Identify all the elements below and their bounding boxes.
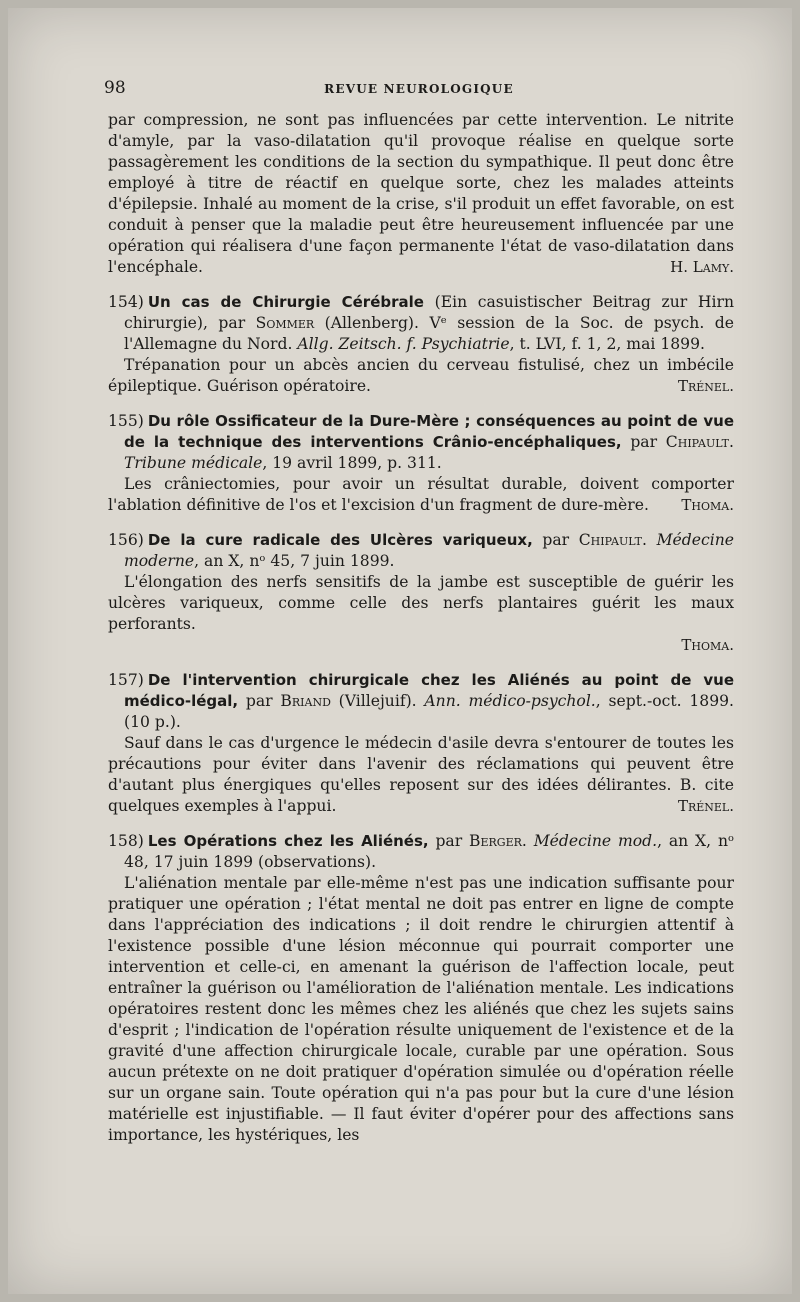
- entry-ref-text: , 19 avril 1899, p. 311.: [262, 454, 442, 472]
- document-page: [8, 8, 792, 1294]
- entry-signature: Trénel.: [677, 797, 734, 815]
- entry-ref-text: (Villejuif).: [330, 692, 425, 710]
- running-title: REVUE NEUROLOGIQUE: [324, 82, 514, 96]
- entry-ref-text: par: [238, 692, 281, 710]
- entry-158: [108, 831, 734, 1146]
- entry-title: Du rôle Ossificateur de la Dure-Mère ; conséquences au point de vue de la technique des interventions Crânio-encéphaliques,: [124, 412, 734, 451]
- entry-number: 156): [108, 531, 144, 549]
- entry-summary-text: Sauf dans le cas d'urgence le médecin d'asile devra s'entourer de toutes les précautions pour éviter dans l'avenir des réclamations qui peuvent être d'autant plus énergiques qu'elles reposent sur des idées délirantes. B. cite quelques exemples à l'appui.: [108, 734, 734, 815]
- entry-author: Chipault: [665, 433, 730, 451]
- entry-summary-text: L'aliénation mentale par elle-même n'est pas une indication suffisante pour pratiquer une opération ; l'état mental ne doit pas entrer en ligne de compte dans l'appréciation des indications ; il doit rendre le chirurgien attentif à l'existence possible d'une lésion méconnue qui pourrait comporter une intervention et celle-ci, en amenant la guérison de l'affection locale, peut entraîner la guérison ou l'amélioration de l'aliénation mentale. Les indications opératoires restent donc les mêmes chez les aliénés que chez les sujets sains d'esprit ; l'indication de l'opération résulte uniquement de l'existence et de la gravité d'une affection chirurgicale locale, curable par une opération. Sous aucun prétexte on ne doit pratiquer d'opération simulée ou d'opération réelle sur un organe sain. Toute opération qui n'a pas pour but la cure d'une lésion matérielle est injustifiable. — Il faut éviter d'opérer pour des affections sans importance, les hystériques, les: [108, 874, 734, 1144]
- entry-ref-text: , an X, nᵒ 48, 17 juin 1899 (observations).: [124, 832, 735, 871]
- page-header: [104, 78, 734, 102]
- intro-signature: H. Lamy.: [670, 258, 734, 276]
- entry-ref-text: par: [621, 433, 666, 451]
- entry-author: Berger: [469, 832, 522, 850]
- intro-paragraph: [108, 110, 734, 278]
- entry-title: De l'intervention chirurgicale chez les Aliénés au point de vue médico-légal,: [124, 671, 734, 710]
- entry-ref-text: .: [641, 531, 657, 549]
- entry-155: [108, 411, 734, 516]
- entry-title: De la cure radicale des Ulcères variqueux,: [147, 531, 533, 549]
- entry-ref-text: par: [428, 832, 470, 850]
- entry-number: 158): [108, 832, 144, 850]
- entry-journal: Allg. Zeitsch. f. Psychiatrie: [297, 335, 510, 353]
- entry-journal: Ann. médico-psychol.: [424, 692, 596, 710]
- entry-number: 157): [108, 671, 144, 689]
- entry-ref-text: , an X, nᵒ 45, 7 juin 1899.: [194, 552, 395, 570]
- page-content: [108, 110, 734, 1146]
- entry-154: [108, 292, 734, 397]
- entry-signature: Thoma.: [681, 636, 734, 654]
- entry-signature: Trénel.: [677, 377, 734, 395]
- entry-author: Briand: [280, 692, 331, 710]
- entry-journal: Tribune médicale: [124, 454, 263, 472]
- entry-156: [108, 530, 734, 656]
- entry-reference: [108, 292, 734, 355]
- entry-summary-text: L'élongation des nerfs sensitifs de la jambe est susceptible de guérir les ulcères variqueux, comme celle des nerfs plantaires guérit les maux perforants.: [108, 573, 734, 633]
- entry-reference: [108, 530, 734, 572]
- entry-ref-text: (Ein casuistischer Beitrag zur Hirn chirurgie), par: [124, 293, 734, 332]
- entry-reference: [108, 670, 734, 733]
- entry-title: Les Opérations chez les Aliénés,: [147, 832, 429, 850]
- entry-ref-text: (Allenberg). Vᵉ session de la Soc. de psych. de l'Allemagne du Nord.: [124, 314, 734, 353]
- entry-summary-text: Les crâniectomies, pour avoir un résultat durable, doivent comporter l'ablation définitive de l'os et l'excision d'un fragment de dure-mère.: [108, 475, 734, 514]
- entry-summary: [108, 873, 734, 1146]
- entry-author: Sommer: [255, 314, 315, 332]
- entry-reference: [108, 411, 734, 474]
- entry-157: [108, 670, 734, 817]
- entry-reference: [108, 831, 734, 873]
- entry-signature: Thoma.: [681, 496, 734, 514]
- entry-ref-text: par: [532, 531, 579, 549]
- entry-ref-text: , sept.-oct. 1899. (10 p.).: [124, 692, 734, 731]
- entry-summary: [108, 572, 734, 635]
- entry-journal: Médecine mod.: [533, 832, 658, 850]
- page-number: 98: [104, 78, 126, 98]
- entry-number: 155): [108, 412, 144, 430]
- entry-summary: [108, 355, 734, 397]
- entry-number: 154): [108, 293, 144, 311]
- intro-text: par compression, ne sont pas influencées par cette intervention. Le nitrite d'amyle, par la vaso-dilatation qu'il provoque réalise en quelque sorte passagèrement les conditions de la section du sympathique. Il peut donc être employé à titre de réactif en quelque sorte, chez les malades atteints d'épilepsie. Inhalé au moment de la crise, s'il produit un effet favorable, on est conduit à penser que la maladie peut être heureusement influencée par une opération qui réalisera d'une façon permanente l'état de vaso-dilatation dans l'encéphale.: [108, 111, 734, 276]
- entry-title: Un cas de Chirurgie Cérébrale: [147, 293, 424, 311]
- entry-summary: [108, 474, 734, 516]
- entry-summary: [108, 733, 734, 817]
- entry-author: Chipault: [578, 531, 642, 549]
- entry-ref-text: , t. LVI, f. 1, 2, mai 1899.: [509, 335, 705, 353]
- entry-ref-text: .: [521, 832, 534, 850]
- entry-summary-text: Trépanation pour un abcès ancien du cerveau fistulisé, chez un imbécile épileptique. Guérison opératoire.: [108, 356, 734, 395]
- entry-journal: Médecine moderne: [124, 531, 734, 570]
- entry-ref-text: .: [729, 433, 734, 451]
